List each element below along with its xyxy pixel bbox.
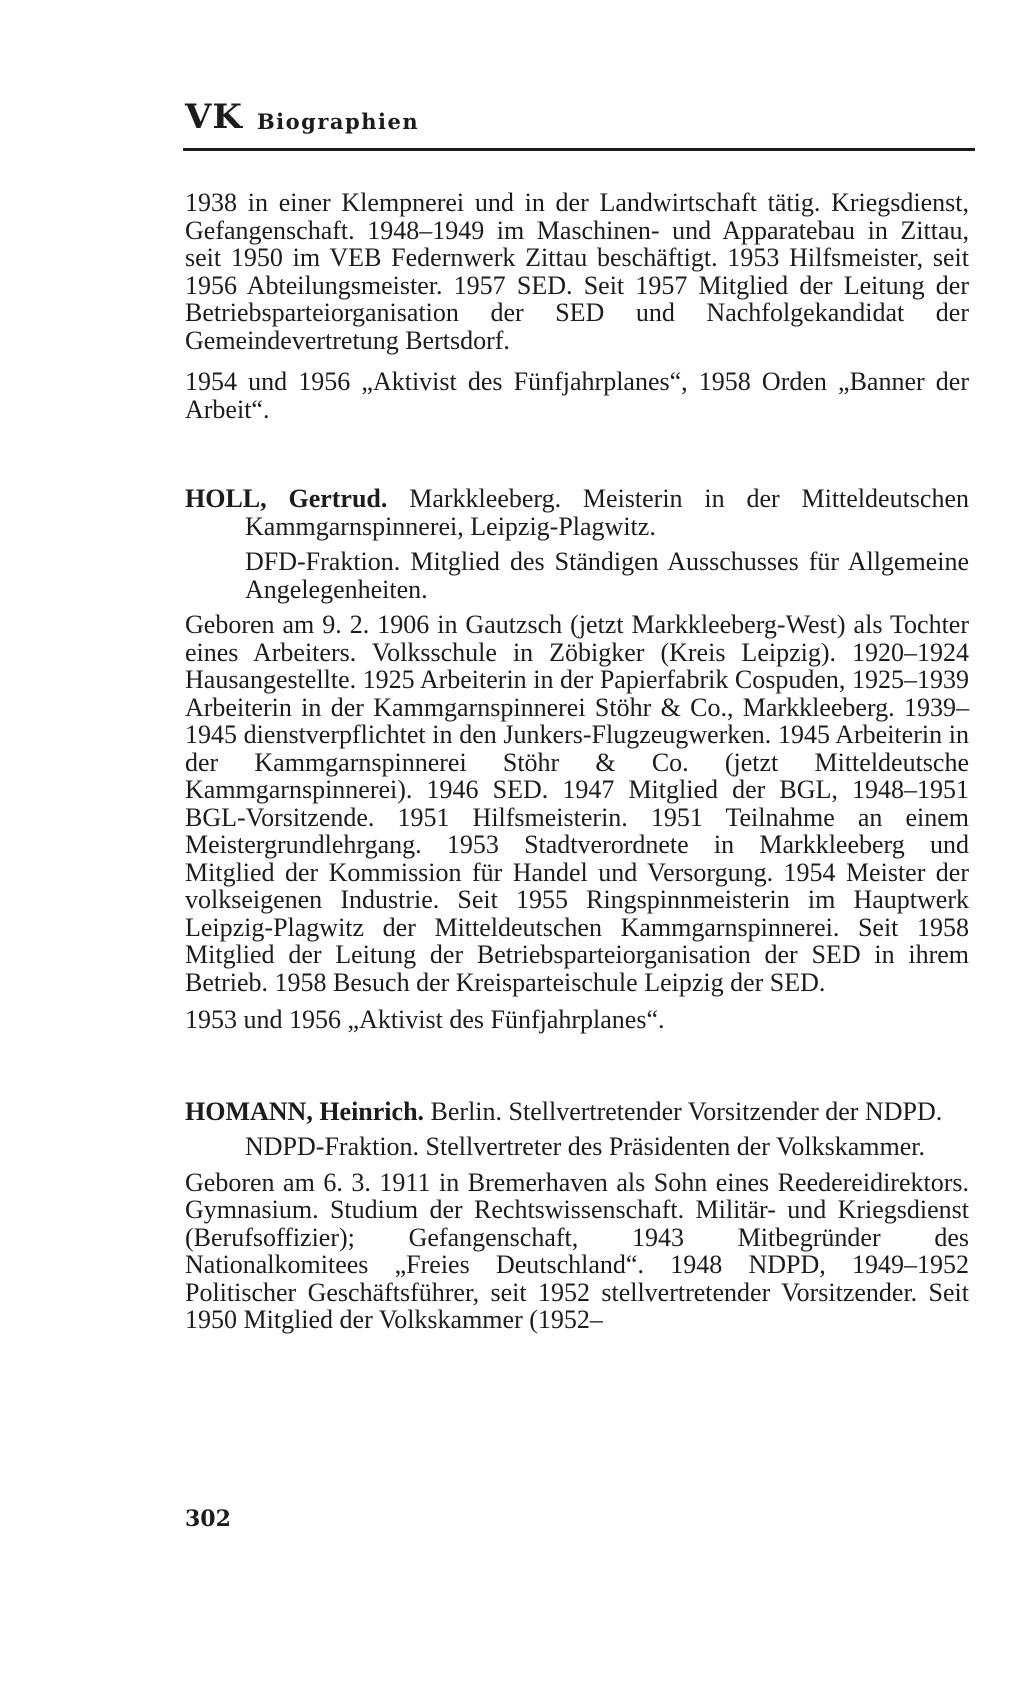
entry-biography: Geboren am 9. 2. 1906 in Gautzsch (jetzt Markkleeberg-West) als Tochter eines Arbeiters. Volksschule in Zöbigker (Kreis Leipzig). 1920–1924 Hausangestellte. 1925 Arbeiterin in der Papierfabrik Cospuden, 1925–1939 Arbeiterin in der Kammgarnspinnerei Stöhr & Co., Markkleeberg. 1939–1945 dienstverpflichtet in den Junkers-Flugzeugwerken. 1945 Arbeiterin in der Kammgarnspinnerei Stöhr & Co. (jetzt Mitteldeutsche Kammgarnspinnerei). 1946 SED. 1947 Mitglied der BGL, 1948–1951 BGL-Vorsitzende. 1951 Hilfsmeisterin. 1951 Teilnahme an einem Meistergrundlehrgang. 1953 Stadtverordnete in Markkleeberg und Mitglied der Kommission für Handel und Versorgung. 1954 Meister der volkseigenen Industrie. Seit 1955 Ringspinnmeisterin im Hauptwerk Leipzig-Plagwitz der Mitteldeutschen Kammgarnspinnerei. Seit 1958 Mitglied der Leitung der Betriebsparteiorganisation der SED in ihrem Betrieb. 1958 Besuch der Kreisparteischule Leipzig der SED. [185, 610, 969, 997]
intro-paragraph: 1938 in einer Klempnerei und in der Landwirtschaft tätig. Kriegsdienst, Gefangenschaft. 1948–1949 im Maschinen- und Apparatebau in Zittau, seit 1950 im VEB Federnwerk Zittau beschäftigt. 1953 Hilfsmeister, seit 1956 Abteilungsmeister. 1957 SED. Seit 1957 Mitglied der Leitung der Betriebsparteiorganisation der SED und Nachfolgekandidat der Gemeindevertretung Bertsdorf. [185, 188, 969, 355]
entry-faction: DFD-Fraktion. Mitglied des Ständigen Ausschusses für Allgemeine Angelegenheiten. [245, 547, 969, 604]
page-content [185, 189, 969, 1334]
entry-heading [185, 485, 969, 540]
intro-awards: 1954 und 1956 „Aktivist des Fünfjahrplanes“, 1958 Orden „Banner der Arbeit“. [185, 367, 969, 424]
page-number: 302 [185, 1506, 231, 1532]
entry-name: HOMANN, Heinrich. [185, 1096, 425, 1126]
entry-name: HOLL, Gertrud. [185, 484, 388, 513]
entry-position: Markkleeberg. Meisterin in der Mitteldeutschen Kammgarnspinnerei, Leipzig-Plagwitz. [245, 484, 969, 541]
biography-entry [185, 485, 969, 1034]
entry-awards: 1953 und 1956 „Aktivist des Fünfjahrplanes“. [185, 1005, 665, 1034]
header-mark: VK [185, 97, 243, 137]
entry-heading [185, 1098, 969, 1126]
entry-position: Berlin. Stellvertretender Vorsitzender der NDPD. [430, 1096, 943, 1126]
header-rule [183, 148, 975, 151]
entry-faction: NDPD-Fraktion. Stellvertreter des Präsidenten der Volkskammer. [245, 1132, 925, 1161]
entry-biography: Geboren am 6. 3. 1911 in Bremerhaven als Sohn eines Reedereidirektors. Gymnasium. Studium der Rechtswissenschaft. Militär- und Kriegsdienst (Berufsoffizier); Gefangenschaft, 1943 Mitbegründer des Nationalkomitees „Freies Deutschland“. 1948 NDPD, 1949–1952 Politischer Geschäftsführer, seit 1952 stellvertretender Vorsitzender. Seit 1950 Mitglied der Volkskammer (1952– [185, 1167, 969, 1334]
running-header [185, 97, 975, 137]
header-title: Biographien [256, 109, 420, 134]
biography-entry [185, 1098, 969, 1334]
